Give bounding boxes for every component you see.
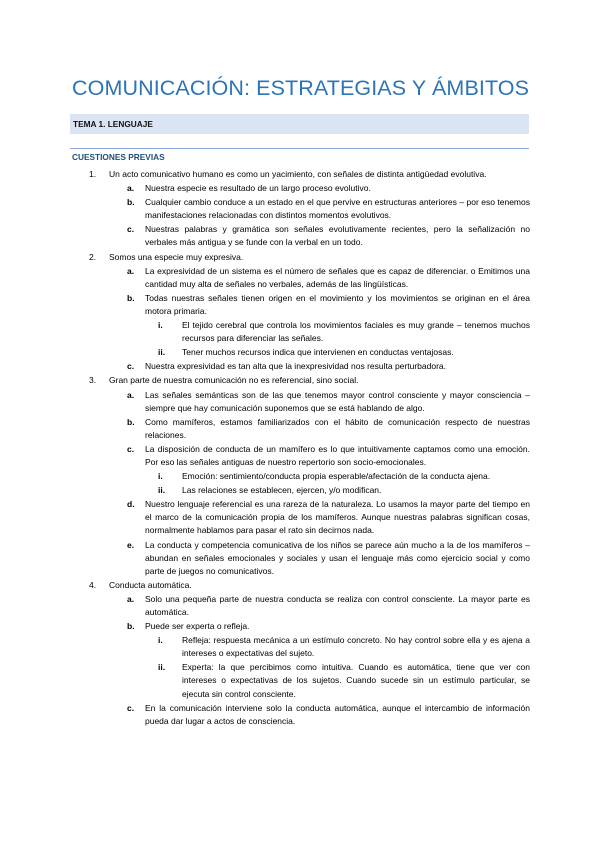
outline-item-level-3: [72, 470, 530, 483]
outline-item-level-3: [72, 484, 530, 497]
outline-item-level-2: [72, 620, 530, 633]
outline-marker: a.: [127, 593, 135, 604]
document-title: COMUNICACIÓN: ESTRATEGIAS Y ÁMBITOS: [72, 76, 530, 100]
outline-item-level-1: [72, 168, 530, 181]
outline-text: Cualquier cambio conduce a un estado en el que pervive en estructuras anteriores – por eso tenemos manifestaciones relacionadas con distintos momentos evolutivos.: [145, 197, 530, 221]
outline-marker: d.: [127, 499, 135, 510]
outline-item-level-2: [72, 443, 530, 469]
outline-item-level-1: [72, 579, 530, 592]
outline-text: La disposición de conducta de un mamífero es lo que intuitivamente captamos como una emoción. Por eso las señales antiguas de nuestro repertorio son socio-emocionales.: [145, 443, 530, 467]
section-divider: [70, 148, 529, 149]
outline-text: Nuestra especie es resultado de un largo proceso evolutivo.: [145, 183, 371, 194]
outline-marker: ii.: [158, 485, 166, 496]
outline-item-level-3: [72, 319, 530, 345]
outline-text: La conducta y competencia comunicativa de los niños se parece aún mucho a la de los mamíferos – abundan en señales emocionales y sociales y usan el lenguaje más como ejercicio social y como parte de juegos no comunicativos.: [145, 539, 530, 576]
outline-marker: 4.: [89, 579, 97, 590]
outline-marker: i.: [158, 471, 163, 482]
outline-item-level-2: [72, 223, 530, 249]
outline-text: Nuestras palabras y gramática son señales evolutivamente recientes, pero la señalización no verbales más antigua y se funde con la verbal en un todo.: [145, 224, 530, 248]
outline-marker: b.: [127, 197, 135, 208]
outline-text: Solo una pequeña parte de nuestra conducta se realiza con control consciente. La mayor parte es automática.: [145, 593, 530, 617]
outline-item-level-2: [72, 360, 530, 373]
outline-marker: b.: [127, 416, 135, 427]
outline-item-level-2: [72, 593, 530, 619]
outline-item-level-2: [72, 292, 530, 318]
outline-text: Todas nuestras señales tienen origen en el movimiento y los movimientos se originan en el área motora primaria.: [145, 292, 530, 316]
outline-item-level-3: [72, 346, 530, 359]
outline-item-level-2: [72, 265, 530, 291]
outline-text: Un acto comunicativo humano es como un yacimiento, con señales de distinta antigüedad evolutiva.: [109, 169, 487, 179]
outline-text: Gran parte de nuestra comunicación no es referencial, sino social.: [109, 375, 359, 386]
outline-item-level-1: [72, 374, 530, 387]
outline-marker: ii.: [158, 347, 166, 358]
outline-text: Refleja: respuesta mecánica a un estímulo concreto. No hay control sobre ella y es ajena a intereses o expectativas del sujeto.: [182, 635, 530, 659]
outline-text: Tener muchos recursos indica que intervienen en conductas ventajosas.: [182, 347, 454, 358]
outline-marker: c.: [127, 702, 135, 713]
outline-item-level-2: [72, 389, 530, 415]
outline-text: Nuestra expresividad es tan alta que la inexpresividad nos resulta perturbadora.: [145, 361, 446, 372]
outline-item-level-3: [72, 634, 530, 660]
outline-marker: e.: [127, 539, 135, 550]
outline-text: La expresividad de un sistema es el número de señales que es capaz de diferenciar. o Emitimos una cantidad muy alta de señales no verbales, además de las lingüísticas.: [145, 265, 530, 289]
outline-list: [72, 167, 530, 728]
outline-marker: 3.: [89, 375, 97, 386]
section-heading: CUESTIONES PREVIAS: [72, 152, 165, 162]
outline-marker: a.: [127, 183, 135, 194]
outline-marker: a.: [127, 389, 135, 400]
outline-marker: c.: [127, 443, 135, 454]
tema-heading: TEMA 1. LENGUAJE: [73, 119, 153, 129]
outline-text: Experta: la que percibimos como intuitiva. Cuando es automática, tiene que ver con intereses o expectativas de los sujetos. Cuando sucede sin un estímulo particular, se ejecuta sin control consciente.: [182, 662, 530, 699]
outline-item-level-2: [72, 498, 530, 537]
outline-item-level-2: [72, 539, 530, 578]
outline-item-level-1: [72, 251, 530, 264]
outline-marker: b.: [127, 292, 135, 303]
outline-marker: a.: [127, 265, 135, 276]
outline-marker: 2.: [89, 251, 97, 262]
outline-item-level-2: [72, 196, 530, 222]
outline-marker: c.: [127, 224, 135, 235]
outline-item-level-2: [72, 416, 530, 442]
outline-text: El tejido cerebral que controla los movimientos faciales es muy grande – tenemos muchos recursos para diferenciar las señales.: [182, 320, 530, 344]
outline-marker: b.: [127, 621, 135, 632]
outline-item-level-2: [72, 702, 530, 728]
outline-text: En la comunicación interviene solo la conducta automática, aunque el intercambio de información pueda dar lugar a actos de consciencia.: [145, 702, 530, 726]
outline-text: Las señales semánticas son de las que tenemos mayor control consciente y mayor consciencia – siempre que hay comunicación suponemos que se está hablando de algo.: [145, 389, 530, 413]
outline-text: Conducta automática.: [109, 579, 192, 590]
outline-text: Nuestro lenguaje referencial es una rareza de la naturaleza. Lo usamos la mayor parte del tiempo en el marco de la comunicación propia de los mamíferos. Aunque nuestras palabras significan cosas, normalmente hablamos para pasar el rato sin decirnos nada.: [145, 499, 530, 536]
outline-text: Las relaciones se establecen, ejercen, y/o modifican.: [182, 485, 382, 496]
outline-marker: ii.: [158, 662, 166, 673]
outline-text: Puede ser experta o refleja.: [145, 621, 250, 632]
outline-item-level-2: [72, 182, 530, 195]
outline-text: Como mamíferos, estamos familiarizados con el hábito de comunicación respecto de nuestras relaciones.: [145, 416, 530, 440]
outline-marker: i.: [158, 635, 163, 646]
outline-text: Emoción: sentimiento/conducta propia esperable/afectación de la conducta ajena.: [182, 471, 491, 482]
outline-text: Somos una especie muy expresiva.: [109, 251, 244, 262]
outline-marker: i.: [158, 320, 163, 331]
outline-marker: c.: [127, 361, 135, 372]
outline-marker: 1.: [89, 169, 97, 179]
outline-item-level-3: [72, 661, 530, 700]
tema-heading-box: [70, 114, 529, 134]
